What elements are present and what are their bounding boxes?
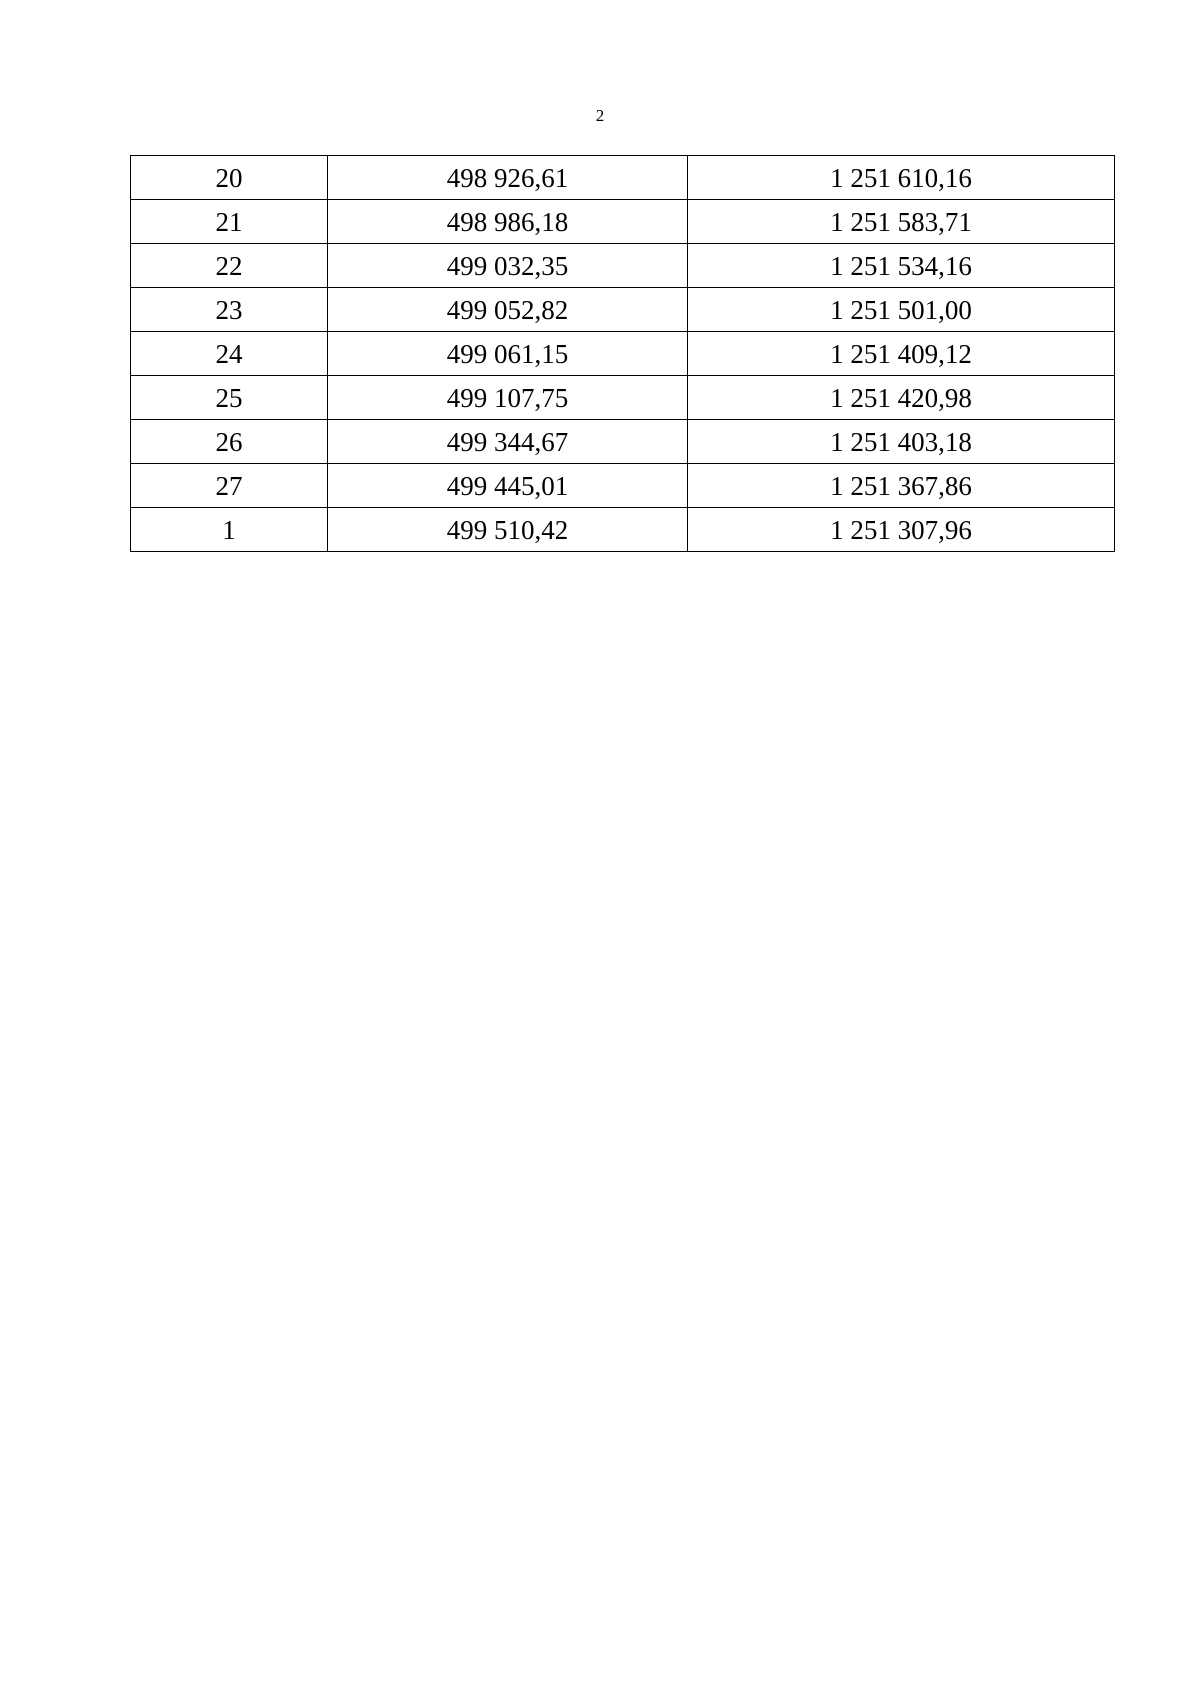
- table-row: [131, 288, 1115, 332]
- point-number-cell: 22: [131, 244, 328, 288]
- table-row: [131, 244, 1115, 288]
- point-number-cell: 20: [131, 156, 328, 200]
- table-row: [131, 508, 1115, 552]
- x-coordinate-cell: 498 926,61: [328, 156, 688, 200]
- x-coordinate-cell: 499 052,82: [328, 288, 688, 332]
- table-row: [131, 376, 1115, 420]
- point-number-cell: 23: [131, 288, 328, 332]
- x-coordinate-cell: 499 107,75: [328, 376, 688, 420]
- point-number-cell: 1: [131, 508, 328, 552]
- x-coordinate-cell: 498 986,18: [328, 200, 688, 244]
- coordinates-table: [130, 155, 1115, 552]
- table-row: [131, 332, 1115, 376]
- x-coordinate-cell: 499 032,35: [328, 244, 688, 288]
- y-coordinate-cell: 1 251 367,86: [688, 464, 1115, 508]
- x-coordinate-cell: 499 445,01: [328, 464, 688, 508]
- y-coordinate-cell: 1 251 307,96: [688, 508, 1115, 552]
- table-row: [131, 464, 1115, 508]
- table-row: [131, 420, 1115, 464]
- y-coordinate-cell: 1 251 409,12: [688, 332, 1115, 376]
- y-coordinate-cell: 1 251 583,71: [688, 200, 1115, 244]
- point-number-cell: 21: [131, 200, 328, 244]
- page-number: 2: [595, 106, 605, 125]
- table-row: [131, 200, 1115, 244]
- y-coordinate-cell: 1 251 534,16: [688, 244, 1115, 288]
- x-coordinate-cell: 499 344,67: [328, 420, 688, 464]
- point-number-cell: 27: [131, 464, 328, 508]
- point-number-cell: 25: [131, 376, 328, 420]
- point-number-cell: 26: [131, 420, 328, 464]
- y-coordinate-cell: 1 251 501,00: [688, 288, 1115, 332]
- table-row: [131, 156, 1115, 200]
- x-coordinate-cell: 499 510,42: [328, 508, 688, 552]
- y-coordinate-cell: 1 251 403,18: [688, 420, 1115, 464]
- y-coordinate-cell: 1 251 610,16: [688, 156, 1115, 200]
- y-coordinate-cell: 1 251 420,98: [688, 376, 1115, 420]
- x-coordinate-cell: 499 061,15: [328, 332, 688, 376]
- point-number-cell: 24: [131, 332, 328, 376]
